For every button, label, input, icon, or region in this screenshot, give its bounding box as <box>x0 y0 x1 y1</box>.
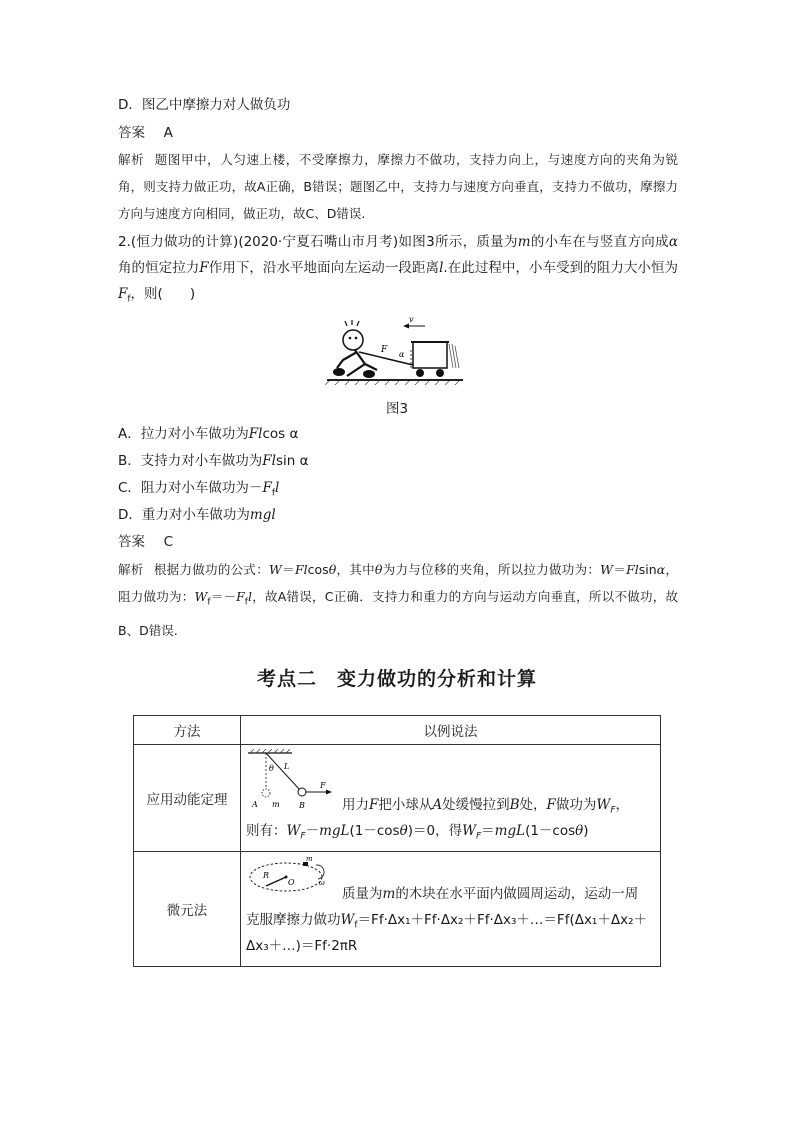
r2-line3b: f·2πR <box>322 938 358 954</box>
question-tag: (恒力做功的计算) <box>130 234 239 250</box>
a2-t2: ＝ <box>281 562 295 577</box>
var-F: F <box>199 260 209 276</box>
r1-e7s: F <box>475 831 482 842</box>
answer-value: C <box>163 534 174 550</box>
table-header-row <box>134 716 661 745</box>
a2-t6: ＝ <box>613 562 627 577</box>
option-d <box>118 505 276 525</box>
stem-e: .在此过程中，小车受到的阻力大小恒为 <box>443 260 679 276</box>
r2-m: m <box>382 886 396 902</box>
method-name: 微元法 <box>134 852 241 967</box>
option-d-expr: mgl <box>249 507 276 523</box>
stem-c: 角的恒定拉力 <box>118 260 200 276</box>
analysis-2 <box>118 556 678 644</box>
a2-t7: sin <box>638 562 657 577</box>
label-R: R <box>263 871 270 880</box>
label-A: A <box>252 800 258 809</box>
label-m: m <box>306 855 313 863</box>
option-b-expr2: sin α <box>275 453 309 469</box>
a2-t5: 为力与位移的夹角，所以拉力做功为： <box>382 562 601 577</box>
r1-e9: mgL <box>494 823 526 839</box>
r1-WF: F <box>610 805 616 816</box>
a2-f7: α <box>656 562 666 577</box>
r1-t3: 处缓慢拉到 <box>442 797 510 813</box>
answer-2 <box>118 532 173 552</box>
r2-t1: 质量为 <box>342 886 383 902</box>
r1-e1: W <box>286 823 301 839</box>
r2-ws: f <box>354 920 358 931</box>
method-example <box>241 852 661 967</box>
question-source: (2020·宁夏石嘴山市月考) <box>238 234 399 250</box>
r1-t4: 处， <box>519 797 547 813</box>
a2-f10: l <box>247 589 252 604</box>
option-c <box>118 478 279 504</box>
label-B: B <box>299 801 305 809</box>
section-heading: 考点二 变力做功的分析和计算 <box>256 668 537 690</box>
a2-t1: 根据力做功的公式： <box>153 562 270 577</box>
option-c-sub: f <box>271 488 275 499</box>
a2-f6: Fl <box>626 562 639 577</box>
r2-w: W <box>340 912 355 928</box>
method-example <box>241 745 661 852</box>
r1-e3: mgL <box>319 823 350 839</box>
a2-s8: f <box>207 597 211 608</box>
option-a-text: A．拉力对小车做功为 <box>118 426 249 442</box>
label-F: F <box>381 345 388 355</box>
answer-1 <box>118 123 173 143</box>
stem-d: 作用下，沿水平地面向左运动一段距离 <box>208 260 440 276</box>
r1-e6: )＝0，得 <box>407 823 463 839</box>
r1-F: F <box>369 797 379 813</box>
r1-e12: ) <box>583 823 589 839</box>
stem-f: ，则( ) <box>130 286 196 302</box>
option-a <box>118 424 298 444</box>
header-example: 以例说法 <box>241 716 661 745</box>
answer-label: 答案 <box>118 534 145 550</box>
r1-F2: F <box>546 797 556 813</box>
figure-3-cart <box>325 310 465 385</box>
r2-t2: 的木块在水平面内做圆周运动，运动一周 <box>395 886 639 902</box>
analysis-text: 题图甲中，人匀速上楼，不受摩擦力，摩擦力不做功，支持力向上，与速度方向的夹角为锐角，则支持力做正功，故A正确，B错误；题图乙中，支持力与速度方向垂直，支持力不做功，摩擦力方向与速度方向相同，做正功，故C、D错误. <box>118 152 678 221</box>
r1-t7: 则有： <box>246 823 287 839</box>
r1-t1: 用力 <box>342 797 369 813</box>
var-l: l <box>439 260 444 276</box>
option-b <box>118 451 308 471</box>
r1-e8: ＝ <box>481 823 495 839</box>
dynamic-line-2 <box>246 818 589 850</box>
r1-e1s: F <box>300 831 306 842</box>
var-Ff: F <box>118 286 128 302</box>
a2-s9: f <box>244 597 248 608</box>
option-c-expr: F <box>262 480 272 496</box>
label-F: F <box>320 781 326 790</box>
r1-e11: θ <box>575 823 584 839</box>
r1-A: A <box>432 797 443 813</box>
label-v: v <box>409 315 414 324</box>
a2-t9: ＝－ <box>210 589 237 604</box>
var-alpha: α <box>668 234 678 250</box>
option-d-previous: D．图乙中摩擦力对人做负功 <box>118 97 291 113</box>
answer-label: 答案 <box>118 125 145 141</box>
figure-3-caption: 图3 <box>385 401 409 417</box>
stem-b: 的小车在与竖直方向成 <box>530 234 669 250</box>
option-b-expr: Fl <box>262 453 276 469</box>
label-m: m <box>272 800 280 809</box>
a2-f5: W <box>600 562 614 577</box>
micro-line-3 <box>246 933 357 959</box>
option-d-text: D．重力对小车做功为 <box>118 507 250 523</box>
label-L: L <box>284 762 290 771</box>
r1-t2: 把小球从 <box>378 797 433 813</box>
table-row <box>134 852 661 967</box>
a2-f2: Fl <box>294 562 308 577</box>
label-O: O <box>288 878 295 887</box>
question-2 <box>118 229 678 313</box>
a2-t3: cos <box>307 562 329 577</box>
r2-terms3: f·Δx₃＋…＝F <box>484 912 565 928</box>
a2-t4: ，其中 <box>336 562 375 577</box>
a2-t10: ，故A错误，C正确．支持力和重力的方向与运动方向垂直，所以不做功，故B、D错误. <box>118 589 678 638</box>
option-c-text: C．阻力对小车做功为－ <box>118 480 263 496</box>
label-omega: ω <box>319 879 325 887</box>
r1-e4: (1－cos <box>349 823 400 839</box>
r2-line3: Δx₃＋…)＝F <box>246 938 323 954</box>
var-m: m <box>517 234 531 250</box>
r1-e5: θ <box>399 823 408 839</box>
r1-e7: W <box>462 823 476 839</box>
r1-B: B <box>509 797 520 813</box>
circle-motion-figure <box>246 855 328 895</box>
r2-terms: f·Δx₁＋F <box>378 912 432 928</box>
analysis-1 <box>118 146 678 227</box>
method-name: 应用动能定理 <box>134 745 241 852</box>
a2-t8: ，阻力做功为： <box>118 562 678 604</box>
r1-W: W <box>596 797 611 813</box>
a2-f8: W <box>194 589 208 604</box>
option-a-expr: Fl <box>248 426 263 442</box>
analysis-label: 解析 <box>118 152 145 167</box>
table-row <box>134 745 661 852</box>
label-alpha: α <box>399 350 405 359</box>
a2-f1: W <box>269 562 282 577</box>
r2-eq: ＝F <box>357 912 379 928</box>
label-theta: θ <box>269 764 274 773</box>
question-number: 2. <box>118 234 131 250</box>
methods-table <box>133 715 661 967</box>
stem-a: 如图3所示，质量为 <box>398 234 518 250</box>
option-c-expr2: l <box>274 480 280 496</box>
a2-f9: F <box>236 589 245 604</box>
option-b-text: B．支持力对小车做功为 <box>118 453 263 469</box>
r2-line2: 克服摩擦力做功 <box>246 912 341 928</box>
option-a-expr2: cos α <box>262 426 299 442</box>
r1-t5: 做功为 <box>555 797 597 813</box>
a2-f3: θ <box>328 562 337 577</box>
header-method: 方法 <box>134 716 241 745</box>
analysis-label: 解析 <box>118 562 144 577</box>
pendulum-figure <box>246 749 338 809</box>
var-Ff-sub: f <box>127 294 131 305</box>
r1-e2: － <box>305 823 320 839</box>
micro-line-1 <box>342 881 638 907</box>
r2-terms2: f·Δx₂＋F <box>431 912 485 928</box>
r2-terms4: f(Δx₁＋Δx₂＋ <box>564 912 647 928</box>
a2-f4: θ <box>374 562 383 577</box>
r1-e10: (1－cos <box>525 823 576 839</box>
r1-t6: ， <box>615 797 629 813</box>
answer-value: A <box>163 125 173 141</box>
